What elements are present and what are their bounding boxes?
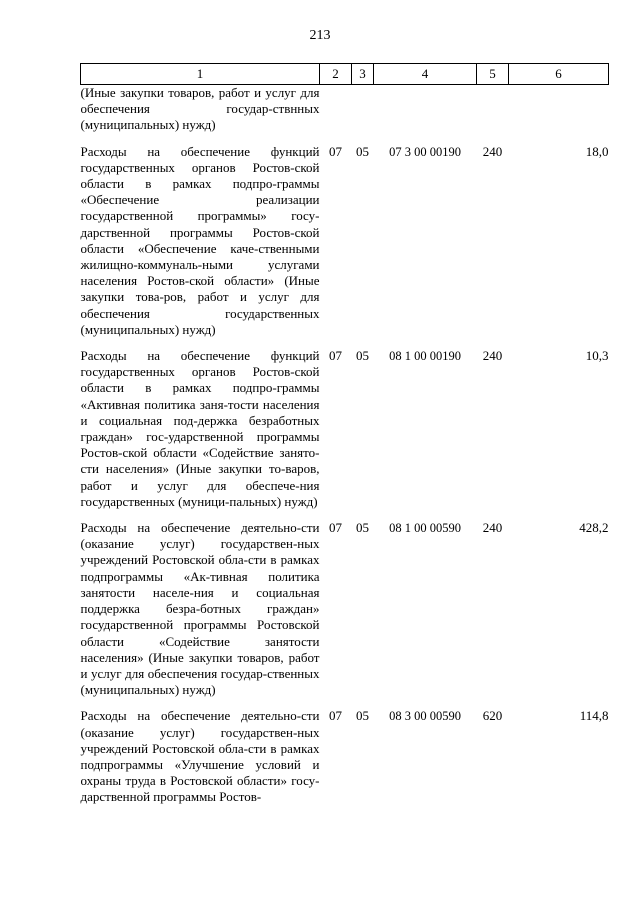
cell-expense-type: 240 (482, 143, 503, 159)
table-row (81, 348, 609, 520)
cell-target-article: 08 1 00 00190 (389, 349, 461, 364)
cell-target-article: 08 1 00 00590 (389, 521, 461, 536)
cell-expense-type: 620 (482, 708, 503, 724)
table-row (81, 708, 609, 815)
cell-amount: 18,0 (585, 143, 609, 159)
column-header: 2 (320, 64, 352, 85)
cell-target-article: 08 3 00 00590 (389, 709, 461, 724)
cell-section: 07 (329, 708, 342, 724)
cell-section: 07 (329, 143, 342, 159)
column-header: 6 (509, 64, 609, 85)
cell-section: 07 (329, 348, 342, 364)
cell-amount: 114,8 (579, 708, 609, 724)
page-number: 213 (309, 28, 331, 43)
cell-section (320, 85, 352, 144)
column-header: 4 (374, 64, 477, 85)
budget-table (80, 63, 609, 816)
cell-expense-type (477, 85, 509, 144)
column-header: 1 (81, 64, 320, 85)
table-header-row (81, 64, 609, 85)
row-description: Расходы на обеспечение функций государственных органов Ростов-ской области в рамках подпро-граммы «Активная политика заня-тости населения и социальная под-держка безработных граждан» гос-ударственной программы Ростов-ской области «Содействие занято-сти населения» (Иные закупки то-варов, работ и услуг для обеспече-ния государственных (муници-пальных) нужд) (80, 348, 320, 509)
cell-section: 07 (329, 520, 342, 536)
cell-subsection (352, 85, 374, 144)
row-description: Расходы на обеспечение деятельно-сти (оказание услуг) государствен-ных учреждений Ростовской обла-сти в рамках подпрограммы «Улучшение условий и охраны труда в Ростовской области» госу-дарственной программы Ростов- (80, 708, 320, 805)
cell-amount: 10,3 (585, 348, 609, 364)
table-row (81, 85, 609, 144)
table-row (81, 520, 609, 708)
column-header: 5 (477, 64, 509, 85)
cell-subsection: 05 (356, 520, 369, 536)
row-description: Расходы на обеспечение деятельно-сти (оказание услуг) государствен-ных учреждений Ростовской обла-сти в рамках подпрограммы «Ак-тивная политика занятости населе-ния и социальная поддержка безра-ботных граждан» государственной программы Ростовской области «Содействие занятости населения» (Иные закупки товаров, работ и услуг для обеспечения государ-ственных (муниципальных) нужд) (80, 520, 320, 698)
cell-subsection: 05 (356, 143, 369, 159)
cell-target-article (374, 85, 477, 144)
cell-expense-type: 240 (482, 348, 503, 364)
cell-amount (509, 85, 609, 144)
cell-expense-type: 240 (482, 520, 503, 536)
table-row (81, 144, 609, 348)
cell-target-article: 07 3 00 00190 (389, 144, 461, 159)
row-description: (Иные закупки товаров, работ и услуг для обеспечения государ-ствнных (муниципальных) нужд) (80, 85, 320, 133)
row-description: Расходы на обеспечение функций государственных органов Ростов-ской области в рамках подпро-граммы «Обеспечение реализации государственной программы» госу-дарственной программы Ростов-ской области «Обеспечение каче-ственными жилищно-коммуналь-ными услугами населения Ростов-ской области» (Иные закупки това-ров, работ и услуг для обеспечения государственных (муниципальных) нужд) (80, 143, 320, 337)
cell-amount: 428,2 (579, 520, 609, 536)
column-header: 3 (352, 64, 374, 85)
cell-subsection: 05 (356, 348, 369, 364)
cell-subsection: 05 (356, 708, 369, 724)
